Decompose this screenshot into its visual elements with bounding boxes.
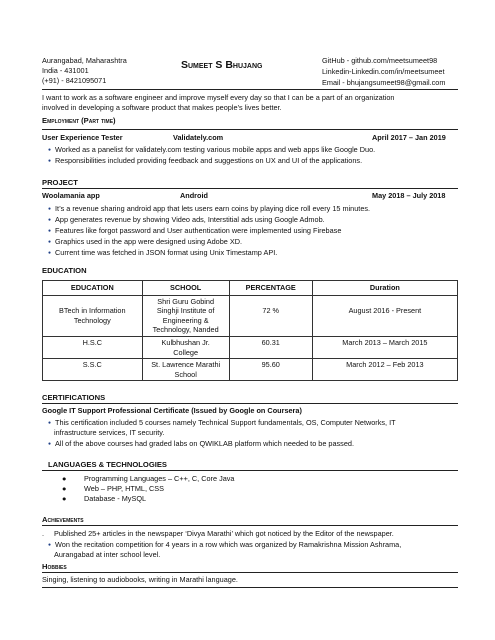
achievement-line: Published 25+ articles in the newspaper ‘Divya Marathi’ which got noticed by the Editor of the newspaper.: [54, 529, 394, 538]
employment-heading: Employment (Part time): [42, 116, 116, 125]
percentage-cell: 95.60: [229, 359, 312, 381]
column-header: SCHOOL: [142, 281, 229, 296]
cell-line: Engineering &: [162, 315, 209, 325]
education-cell: S.S.C: [43, 359, 143, 381]
cell-line: August 2016 - Present: [348, 306, 422, 316]
school-cell: [142, 359, 229, 381]
project-bullet: ● Current time was fetched in JSON format using Unix Timestamp API.: [48, 248, 277, 260]
hobbies-divider: [42, 572, 458, 573]
project-divider: [42, 188, 458, 189]
cell-line: Technology, Nanded: [152, 325, 219, 335]
duration-cell: March 2012 – Feb 2013: [312, 359, 457, 381]
hobbies-heading: Hobbies: [42, 562, 67, 571]
contact-github: GitHub - github.com/meetsumeet98: [322, 56, 438, 65]
employment-dates: April 2017 – Jan 2019: [372, 133, 446, 142]
certifications-heading: CERTIFICATIONS: [42, 393, 106, 402]
cell-line: Singhji Institute of: [156, 306, 215, 316]
percentage-cell: [229, 295, 312, 336]
certification-bullet-continuation: infrastructure services, IT security.: [54, 428, 165, 437]
cell-line: Shri Guru Gobind: [157, 296, 215, 306]
employment-company: Validately.com: [173, 133, 224, 142]
language-item-text: Web – PHP, HTML, CSS: [84, 484, 165, 493]
column-header: Duration: [312, 281, 457, 296]
contact-email: Email - bhujangsumeet98@gmail.com: [322, 78, 446, 87]
certification-bullet: ● This certification included 5 courses namely Technical Support fundamentals, OS, Computer Networks, IT: [48, 418, 396, 430]
candidate-name: Sumeet S Bhujang: [181, 59, 263, 71]
cell-line: [316, 297, 454, 307]
school-cell: [142, 295, 229, 336]
objective-line2: involved in developing a software product that makes people’s lives better.: [42, 103, 282, 112]
certification-bullet: ● All of the above courses had graded labs on QWIKLAB platform which needed to be passed.: [48, 439, 354, 451]
bullet-dot: ●: [62, 474, 67, 483]
education-header-row: [43, 281, 458, 296]
language-item: [62, 474, 234, 484]
column-header: EDUCATION: [43, 281, 143, 296]
percentage-cell: 60.31: [229, 336, 312, 358]
employment-role: User Experience Tester: [42, 133, 123, 142]
duration-cell: [312, 295, 457, 336]
project-bullet: ● Graphics used in the app were designed using Adobe XD.: [48, 237, 242, 249]
header-divider: [42, 89, 458, 90]
cell-line: 72 %: [262, 306, 280, 316]
project-bullet: ● Features like forgot password and User authentication were implemented using Firebase: [48, 226, 341, 238]
achievements-heading: Achievements: [42, 515, 84, 524]
achievement-line-continuation: Aurangabad at inter school level.: [54, 550, 161, 559]
cell-line: College: [173, 347, 199, 357]
education-cell: H.S.C: [43, 336, 143, 358]
employment-bullet: ● Worked as a panelist for validately.com testing various mobile apps and web apps like Google Duo.: [48, 145, 375, 157]
school-cell: [142, 336, 229, 358]
objective-line1: I want to work as a software engineer and improve myself every day so that I can be a part of an organization: [42, 93, 395, 102]
language-item-text: Programming Languages – C++, C, Core Java: [84, 474, 235, 483]
bullet-dot: ●: [62, 494, 67, 503]
cell-line: BTech in Information: [59, 306, 126, 316]
achievement-dot: .: [42, 529, 45, 538]
contact-linkedin: Linkedin-Linkedin.com/in/meetsumeet: [322, 67, 445, 76]
table-row: [43, 359, 458, 381]
duration-cell: March 2013 – March 2015: [312, 336, 457, 358]
language-item: [62, 494, 146, 504]
languages-heading: LANGUAGES & TECHNOLOGIES: [48, 460, 167, 469]
employment-bullet: ● Responsibilities included providing feedback and suggestions on UX and UI of the applications.: [48, 156, 362, 168]
languages-divider: [42, 470, 458, 471]
column-header: PERCENTAGE: [229, 281, 312, 296]
cell-line: School: [174, 369, 197, 379]
table-row: [43, 295, 458, 336]
bullet-dot: ●: [62, 484, 67, 493]
project-heading: PROJECT: [42, 178, 78, 187]
employment-divider: [42, 129, 458, 130]
footer-divider: [42, 587, 458, 588]
hobbies-text: Singing, listening to audiobooks, writing in Marathi language.: [42, 575, 238, 584]
cell-line: [233, 297, 309, 307]
cell-line: Kulbhushan Jr.: [161, 337, 210, 347]
achievements-divider: [42, 525, 458, 526]
project-name: Woolamania app: [42, 191, 100, 200]
contact-address-line2: India - 431001: [42, 66, 89, 75]
education-cell: [43, 295, 143, 336]
certification-title: Google IT Support Professional Certificate (Issued by Google on Coursera): [42, 406, 302, 415]
contact-address-line1: Aurangabad, Maharashtra: [42, 56, 127, 65]
achievement-bullet: ● Won the recitation competition for 4 years in a row which was organized by Ramakrishna Mission Ashrama,: [48, 540, 401, 552]
education-table: [42, 280, 458, 381]
language-item: [62, 484, 164, 494]
cell-line: St. Lawrence Marathi: [151, 360, 221, 370]
project-bullet: ● App generates revenue by showing Video ads, Interstitial ads using Google Admob.: [48, 215, 325, 227]
cell-line: Technology: [73, 315, 111, 325]
project-bullet: ● It’s a revenue sharing android app that lets users earn coins by playing dice roll every 15 minutes.: [48, 204, 370, 216]
table-row: [43, 336, 458, 358]
language-item-text: Database - MySQL: [84, 494, 147, 503]
contact-phone: (+91) - 8421095071: [42, 76, 107, 85]
project-dates: May 2018 – July 2018: [372, 191, 446, 200]
certifications-divider: [42, 403, 458, 404]
cell-line: [46, 297, 139, 307]
education-heading: EDUCATION: [42, 266, 87, 275]
project-platform: Android: [180, 191, 208, 200]
